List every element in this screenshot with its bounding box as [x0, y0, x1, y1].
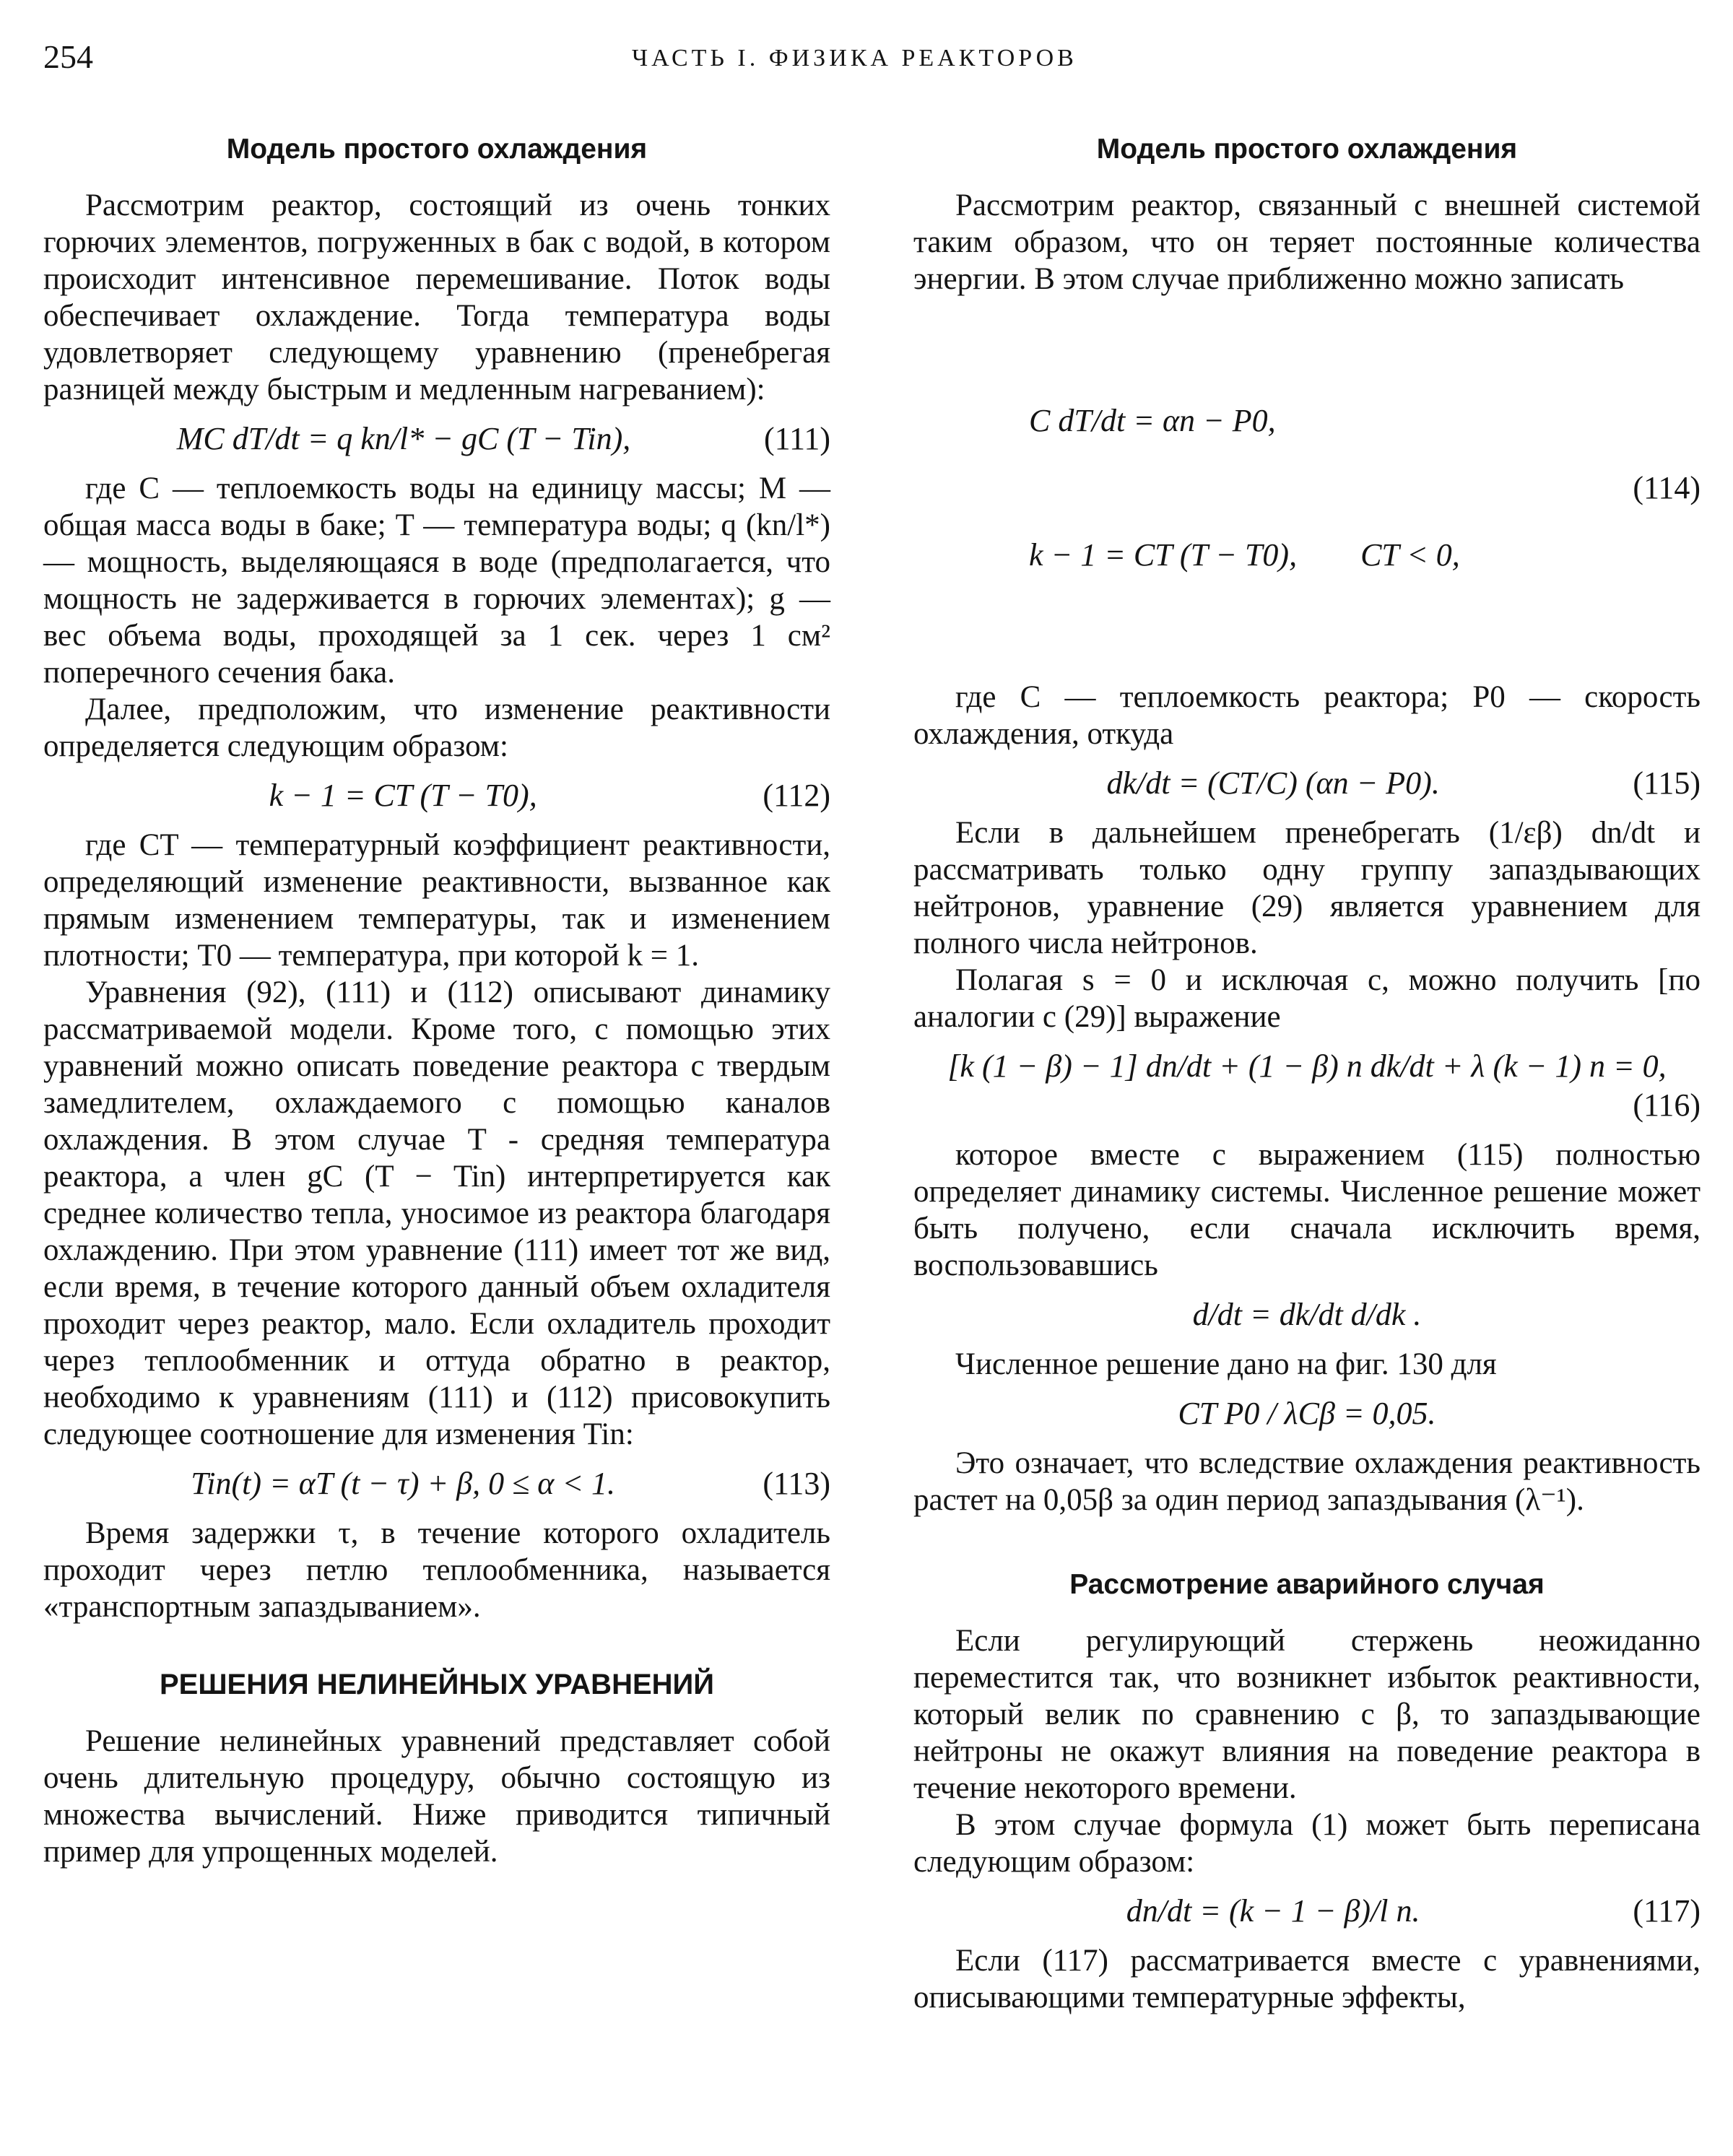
paragraph: В этом случае формула (1) может быть переписана следующим образом:: [913, 1808, 1701, 1879]
section-heading-simple-cooling-2: Модель простого охлаждения: [1096, 134, 1518, 165]
equation-111: [43, 420, 830, 458]
equation-number: (117): [1633, 1893, 1701, 1929]
equation-formula: k − 1 = CT (T − T0),: [269, 778, 537, 813]
equation-number: (115): [1633, 765, 1701, 801]
equation-d-dt: [913, 1295, 1701, 1334]
paragraph: где C — теплоемкость воды на единицу массы; M — общая масса воды в баке; T — температура воды; q (kn/l*) — мощность, выделяющаяся в воде (предполагается, что мощность не задерживается в горючих элементах); g — вес объема воды, проходящей за 1 сек. через 1 см² поперечного сечения бака.: [43, 471, 830, 690]
paragraph: Рассмотрим реактор, состоящий из очень тонких горючих элементов, погруженных в бак с водой, в котором происходит интенсивное перемешивание. Поток воды обеспечивает охлаждение. Тогда температура воды удовлетворяет следующему уравнению (пренебрегая разницей между быстрым и медленным нагреванием):: [43, 188, 830, 407]
equation-formula: CT P0 / λCβ = 0,05.: [1178, 1396, 1436, 1431]
paragraph: Решение нелинейных уравнений представляет собой очень длительную процедуру, обычно состоящую из множества вычислений. Ниже приводится типичный пример для упрощенных моделей.: [43, 1724, 830, 1869]
equation-number: (116): [1633, 1087, 1701, 1123]
equation-line: C dT/dt = αn − P0,: [1029, 403, 1276, 438]
paragraph: Время задержки τ, в течение которого охладитель проходит через петлю теплообменника, называется «транспортным запаздыванием».: [43, 1516, 830, 1624]
equation-formula: MC dT/dt = q kn/l* − gC (T − Tin),: [176, 421, 631, 456]
equation-formula: Tin(t) = αT (t − τ) + β, 0 ≤ α < 1.: [191, 1466, 616, 1501]
equation-113: [43, 1464, 830, 1503]
paragraph: Рассмотрим реактор, связанный с внешней системой таким образом, что он теряет постоянные количества энергии. В этом случае приближенно можно записать: [913, 188, 1701, 296]
section-heading-nonlinear-solutions: РЕШЕНИЯ НЕЛИНЕЙНЫХ УРАВНЕНИЙ: [159, 1669, 715, 1700]
paragraph: Если в дальнейшем пренебрегать (1/εβ) dn/dt и рассматривать только одну группу запаздывающих нейтронов, уравнение (29) является уравнением для полного числа нейтронов.: [913, 816, 1701, 960]
section-heading-emergency-case: Рассмотрение аварийного случая: [1069, 1569, 1545, 1600]
equation-formula-block: [913, 309, 1633, 667]
paragraph: Это означает, что вследствие охлаждения реактивность растет на 0,05β за один период запаздывания (λ⁻¹).: [913, 1446, 1701, 1517]
paragraph: Далее, предположим, что изменение реактивности определяется следующим образом:: [43, 692, 830, 763]
equation-formula: dk/dt = (CT/C) (αn − P0).: [1106, 765, 1440, 801]
right-column: [913, 134, 1701, 2016]
equation-115: [913, 764, 1701, 803]
paragraph: Если регулирующий стержень неожиданно переместится так, что возникнет избыток реактивности, который велик по сравнению с β, то запаздывающие нейтроны не окажут влияния на поведение реактора в течение некоторого времени.: [913, 1624, 1701, 1805]
paragraph: где C — теплоемкость реактора; P0 — скорость охлаждения, откуда: [913, 680, 1701, 751]
paragraph: Если (117) рассматривается вместе с уравнениями, описывающими температурные эффекты,: [913, 1944, 1701, 2014]
equation-112: [43, 776, 830, 815]
paragraph: Уравнения (92), (111) и (112) описывают динамику рассматриваемой модели. Кроме того, с помощью этих уравнений можно описать поведение реактора с твердым замедлителем, охлаждаемого с помощью каналов охлаждения. В этом случае T - средняя температура реактора, а член gC (T − Tin) интерпретируется как среднее количество тепла, уносимое из реактора благодаря охлаждению. При этом уравнение (111) имеет тот же вид, если время, в течение которого данный объем охладителя проходит через реактор, мало. Если охладитель проходит через теплообменник и оттуда обратно в реактор, необходимо к уравнениям (111) и (112) присовокупить следующее соотношение для изменения Tin:: [43, 975, 830, 1451]
equation-formula: dn/dt = (k − 1 − β)/l n.: [1126, 1893, 1420, 1929]
equation-formula: d/dt = dk/dt d/dk .: [1192, 1297, 1422, 1332]
section-heading-simple-cooling: Модель простого охлаждения: [226, 134, 648, 165]
equation-number: (111): [763, 421, 830, 456]
paragraph: Полагая s = 0 и исключая c, можно получить [по аналогии с (29)] выражение: [913, 963, 1701, 1034]
equation-114: [913, 309, 1701, 667]
page-number: 254: [43, 38, 93, 75]
equation-number: (113): [763, 1466, 830, 1501]
equation-formula: [k (1 − β) − 1] dn/dt + (1 − β) n dk/dt + λ (k − 1) n = 0,: [947, 1048, 1667, 1084]
equation-number: (114): [1633, 470, 1701, 505]
equation-number: (112): [763, 778, 830, 813]
paragraph: где CT — температурный коэффициент реактивности, определяющий изменение реактивности, вызванное как прямым изменением температуры, так и изменением плотности; T0 — температура, при которой k = 1.: [43, 828, 830, 973]
paragraph: которое вместе с выражением (115) полностью определяет динамику системы. Численное решение может быть получено, если сначала исключить время, воспользовавшись: [913, 1138, 1701, 1282]
paragraph: Численное решение дано на фиг. 130 для: [955, 1347, 1497, 1381]
equation-line: k − 1 = CT (T − T0), CT < 0,: [1029, 537, 1460, 573]
running-title: ЧАСТЬ I. ФИЗИКА РЕАКТОРОВ: [632, 45, 1077, 71]
equation-116: [913, 1047, 1701, 1125]
left-column: [43, 134, 830, 1870]
equation-ratio: [913, 1394, 1701, 1433]
equation-117: [913, 1892, 1701, 1931]
